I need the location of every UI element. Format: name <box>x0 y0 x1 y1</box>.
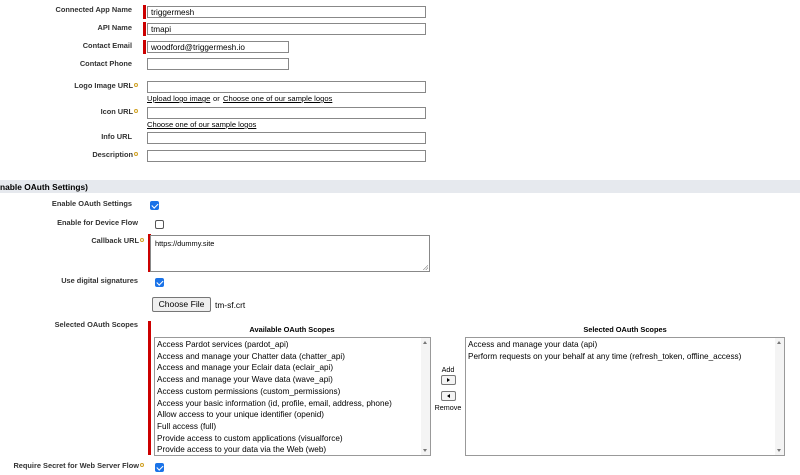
selected-scopes-header: Selected OAuth Scopes <box>583 325 667 334</box>
scope-option[interactable]: Access and manage your Chatter data (chatter_api) <box>157 351 345 361</box>
scope-option[interactable]: Access and manage your Eclair data (eclair_api) <box>157 363 334 373</box>
contact-phone-input[interactable] <box>147 58 289 70</box>
contact-phone-label: Contact Phone <box>79 59 132 68</box>
arrow-left-icon <box>447 394 450 398</box>
help-icon[interactable] <box>134 83 138 87</box>
resize-grip-icon[interactable] <box>423 265 428 270</box>
info-url-input[interactable] <box>147 132 426 144</box>
connected-app-name-input[interactable] <box>147 6 426 18</box>
device-flow-checkbox[interactable] <box>155 220 164 229</box>
scope-option[interactable]: Access custom permissions (custom_permissions) <box>157 386 341 396</box>
description-input[interactable] <box>147 150 426 162</box>
selected-scopes-scrollbar[interactable] <box>775 338 784 455</box>
add-label: Add <box>441 365 455 374</box>
sample-logos-link[interactable]: Choose one of our sample logos <box>223 94 333 103</box>
scroll-down-icon[interactable] <box>777 449 781 452</box>
icon-url-label: Icon URL <box>101 107 138 116</box>
help-icon[interactable] <box>134 152 138 156</box>
callback-url-value: https://dummy.site <box>155 239 215 248</box>
info-url-label: Info URL <box>101 132 132 141</box>
logo-image-url-input[interactable] <box>147 81 426 93</box>
remove-scope-button[interactable] <box>441 391 456 401</box>
logo-image-url-label: Logo Image URL <box>74 81 138 90</box>
contact-email-label: Contact Email <box>82 41 132 50</box>
scope-option[interactable]: Perform requests on your behalf at any time (refresh_token, offline_access) <box>468 351 742 361</box>
digital-signatures-checkbox[interactable] <box>155 278 164 287</box>
device-flow-label: Enable for Device Flow <box>57 218 138 227</box>
add-scope-button[interactable] <box>441 375 456 385</box>
required-indicator <box>143 5 146 19</box>
arrow-right-icon <box>447 378 450 382</box>
file-name: tm-sf.crt <box>215 300 246 310</box>
api-name-label: API Name <box>97 23 132 32</box>
scroll-up-icon[interactable] <box>777 341 781 344</box>
scroll-down-icon[interactable] <box>423 449 427 452</box>
callback-url-textarea[interactable] <box>150 235 430 272</box>
enable-oauth-checkbox[interactable] <box>150 201 159 210</box>
section-title: nable OAuth Settings) <box>0 182 88 192</box>
scroll-up-icon[interactable] <box>423 341 427 344</box>
require-secret-checkbox[interactable] <box>155 463 164 472</box>
help-icon[interactable] <box>140 238 144 242</box>
choose-file-button[interactable]: Choose File <box>152 297 211 312</box>
require-secret-label: Require Secret for Web Server Flow <box>13 461 144 470</box>
oauth-scopes-label: Selected OAuth Scopes <box>54 320 138 329</box>
callback-url-label: Callback URL <box>91 236 144 245</box>
enable-oauth-label: Enable OAuth Settings <box>51 199 132 208</box>
help-icon[interactable] <box>134 109 138 113</box>
oauth-section-header <box>0 180 800 193</box>
icon-url-input[interactable] <box>147 107 426 119</box>
upload-logo-link[interactable]: Upload logo image <box>147 94 211 103</box>
available-scopes-scrollbar[interactable] <box>421 338 430 455</box>
contact-email-input[interactable] <box>147 41 289 53</box>
available-scopes-header: Available OAuth Scopes <box>249 325 335 334</box>
or-text: or <box>213 94 220 103</box>
scope-option[interactable]: Access Pardot services (pardot_api) <box>157 340 289 349</box>
digital-signatures-label: Use digital signatures <box>61 276 138 285</box>
required-indicator <box>143 40 146 54</box>
connected-app-name-label: Connected App Name <box>55 5 132 14</box>
scope-option[interactable]: Access and manage your Wave data (wave_api) <box>157 375 333 385</box>
scope-option[interactable]: Provide access to your data via the Web (web) <box>157 445 327 455</box>
description-label: Description <box>92 150 138 159</box>
scope-option[interactable]: Provide access to custom applications (visualforce) <box>157 433 343 443</box>
required-indicator <box>143 22 146 36</box>
api-name-input[interactable] <box>147 23 426 35</box>
icon-sample-logos-link[interactable]: Choose one of our sample logos <box>147 120 257 129</box>
selected-scopes-list[interactable] <box>465 337 785 456</box>
available-scopes-list[interactable] <box>154 337 431 456</box>
scope-option[interactable]: Access your basic information (id, profile, email, address, phone) <box>157 398 392 408</box>
scope-option[interactable]: Allow access to your unique identifier (openid) <box>157 410 325 420</box>
help-icon[interactable] <box>140 463 144 467</box>
required-indicator <box>148 321 151 455</box>
scope-option[interactable]: Full access (full) <box>157 421 217 431</box>
scope-option[interactable]: Access and manage your data (api) <box>468 340 598 349</box>
remove-label: Remove <box>434 403 462 412</box>
